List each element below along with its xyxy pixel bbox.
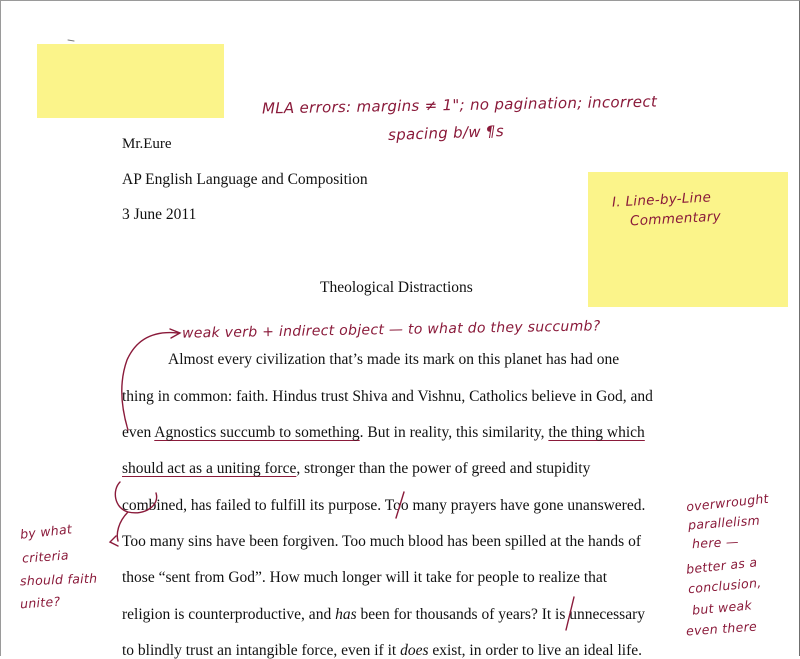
line-text: , stronger than the power of greed and stupidity xyxy=(296,460,591,477)
right-margin-comment-7: even there xyxy=(685,618,758,639)
right-margin-comment-5: conclusion, xyxy=(687,574,763,597)
line-text: been for thousands of years? It is unnecessary xyxy=(356,606,646,623)
line-text: thing in common: faith. Hindus trust Shiva and Vishnu, Catholics believe in God, and xyxy=(122,388,653,405)
left-margin-comment-1: by what xyxy=(19,521,73,542)
line-text: religion is counterproductive, and xyxy=(122,606,336,623)
body-line-9 xyxy=(122,643,642,659)
line-text: exist, in order to live an ideal life. xyxy=(428,642,642,659)
right-margin-comment-6: but weak xyxy=(691,597,753,618)
essay-title: Theological Distractions xyxy=(320,279,473,296)
right-margin-comment-1: overwrought xyxy=(685,490,770,515)
header-date: 3 June 2011 xyxy=(122,206,197,223)
body-line-1 xyxy=(168,352,619,368)
body-line-7 xyxy=(122,570,607,586)
sticky-commentary-line1: I. Line-by-Line xyxy=(611,189,712,211)
underlined-phrase: the thing which xyxy=(548,424,645,441)
mla-errors-note-line2: spacing b/w ¶s xyxy=(387,121,505,145)
right-margin-comment-2: parallelism xyxy=(687,512,761,533)
mla-errors-note: MLA errors: margins ≠ 1"; no pagination; incorrect xyxy=(261,92,658,118)
line-text: even xyxy=(122,424,155,441)
weak-verb-comment: weak verb + indirect object — to what do they succumb? xyxy=(181,318,601,342)
sticky-commentary-line2: Commentary xyxy=(629,208,722,230)
italic-word: does xyxy=(400,642,429,659)
underlined-phrase: Agnostics succumb to something xyxy=(154,424,360,441)
right-margin-comment-3: here — xyxy=(691,533,740,552)
body-line-4 xyxy=(122,461,590,477)
header-course: AP English Language and Composition xyxy=(122,171,368,188)
italic-word: has xyxy=(335,606,357,623)
underlined-phrase: should act as a uniting force xyxy=(122,460,297,477)
body-line-3 xyxy=(122,425,645,441)
left-margin-comment-3: should faith xyxy=(19,570,98,589)
body-line-5 xyxy=(122,498,645,514)
body-line-2 xyxy=(122,389,653,405)
line-text: combined, has failed to fulfill its purpose. Too many prayers have gone unanswered. xyxy=(122,497,646,514)
line-text: those “sent from God”. How much longer will it take for people to realize that xyxy=(122,569,608,586)
left-margin-comment-2: criteria xyxy=(21,547,70,566)
body-line-8 xyxy=(122,607,645,623)
line-text: to blindly trust an intangible force, even if it xyxy=(122,642,401,659)
left-margin-comment-4: unite? xyxy=(19,593,61,612)
right-margin-comment-4: better as a xyxy=(685,554,758,577)
body-line-6 xyxy=(122,534,641,550)
line-text: Too many sins have been forgiven. Too much blood has been spilled at the hands of xyxy=(122,533,641,550)
line-text: Almost every civilization that’s made its mark on this planet has had one xyxy=(168,351,620,368)
line-text: . But in reality, this similarity, xyxy=(359,424,549,441)
sticky-note-top-left xyxy=(37,44,224,118)
header-name: Mr.Eure xyxy=(122,136,172,152)
